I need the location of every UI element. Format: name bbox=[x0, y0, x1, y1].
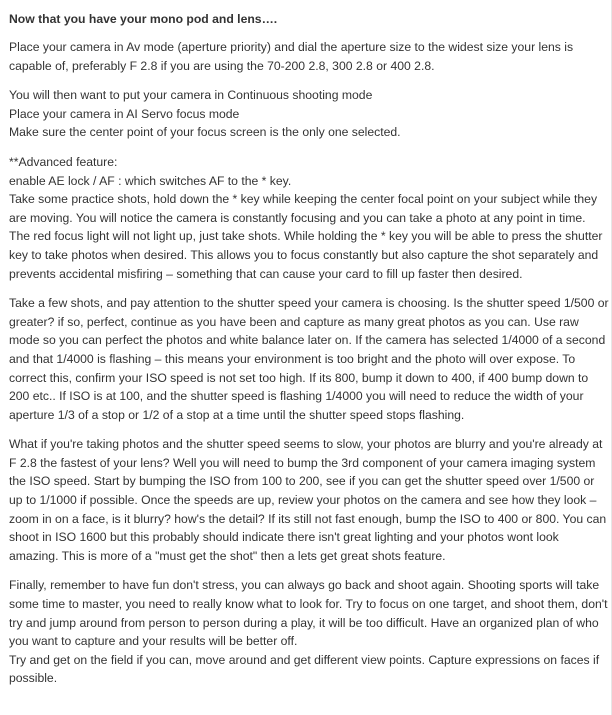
text-line: **Advanced feature: bbox=[9, 154, 118, 169]
text-line: Take some practice shots, hold down the * key while keeping the center focal point on your subject while they are moving. You will notice the camera is constantly focusing and you can take a photo at any point in time. The red focus light will not light up, just take shots. While holding the * key you will be able to press the shutter key to take photos when desired. This allows you to focus constantly but also capture the shot separately and prevents accidental misfiring – something that can cause your card to fill up faster then desired. bbox=[9, 192, 603, 281]
text-line: Try and get on the field if you can, move around and get different view points. Capture expressions on faces if possible. bbox=[9, 652, 600, 686]
paragraph-camera-modes bbox=[9, 86, 609, 142]
text-line: enable AE lock / AF : which switches AF to the * key. bbox=[9, 173, 292, 188]
text-line: You will then want to put your camera in Continuous shooting mode bbox=[9, 88, 373, 103]
text-line: Place your camera in AI Servo focus mode bbox=[9, 106, 240, 121]
article-body bbox=[9, 10, 609, 699]
text-line: Finally, remember to have fun don't stress, you can always go back and shoot again. Shooting sports will take some time to master, you need to really know what to look for. Try to focus on one target, and shoot them, don't try and jump around from person to person during a play, it will be too difficult. Have an organized plan of who you want to capture and your results will be better off. bbox=[9, 578, 608, 649]
paragraph-shutter-speed: Take a few shots, and pay attention to the shutter speed your camera is choosing. Is the shutter speed 1/500 or greater? if so, perfect, continue as you have been and capture as many great photos as you can. Use raw mode so you can perfect the photos and white balance later on. If the camera has selected 1/4000 of a second and that 1/4000 is flashing – this means your environment is too bright and the photo will over expose. To correct this, confirm your ISO speed is not set too high. If its 800, bump it down to 400, if 400 bump down to 200 etc.. If ISO is at 100, and the shutter speed is flashing 1/4000 you will need to reduce the width of your aperture 1/3 of a stop or 1/2 of a stop at a time until the shutter speed stops flashing. bbox=[9, 296, 609, 422]
paragraph-iso-speed: What if you're taking photos and the shutter speed seems to slow, your photos are blurry and you're already at F 2.8 the fastest of your lens? Well you will need to bump the 3rd component of your camera imaging system the ISO speed. Start by bumping the ISO from 100 to 200, see if you can get the shutter speed over 1/500 or up to 1/1000 if possible. Once the speeds are up, review your photos on the camera and see how they look – zoom in on a face, is it blurry? how's the detail? If its still not fast enough, bump the ISO to 400 or 800. You can shoot in ISO 1600 but this probably should indicate there isn't great lighting and your photos wont look amazing. This is more of a "must get the shot" then a lets get great shots feature. bbox=[9, 437, 607, 563]
article-heading: Now that you have your mono pod and lens…. bbox=[9, 12, 278, 26]
text-line: Make sure the center point of your focus screen is the only one selected. bbox=[9, 125, 401, 140]
paragraph-advanced-feature bbox=[9, 153, 609, 283]
paragraph-aperture: Place your camera in Av mode (aperture priority) and dial the aperture size to the widest size your lens is capable of, preferably F 2.8 if you are using the 70-200 2.8, 300 2.8 or 400 2.8. bbox=[9, 40, 574, 73]
paragraph-finally bbox=[9, 576, 609, 688]
